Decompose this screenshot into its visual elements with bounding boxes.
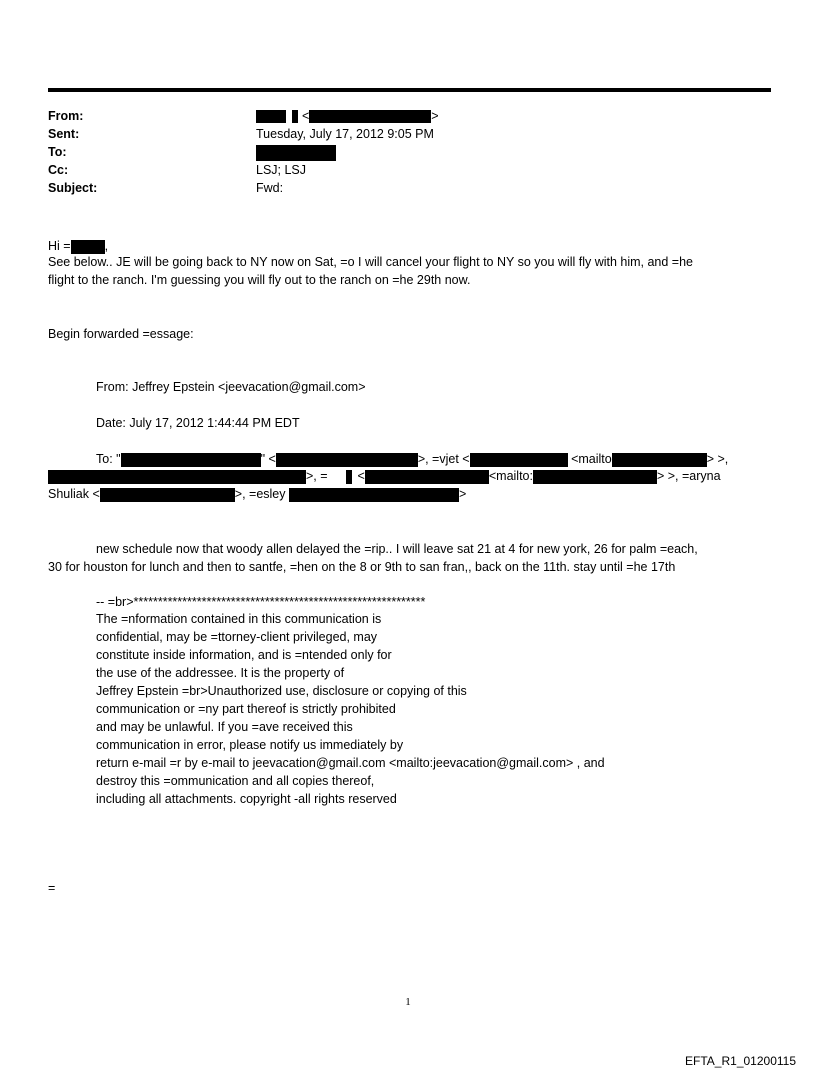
trailing-equals: = — [48, 881, 56, 895]
redaction-block — [256, 110, 286, 123]
redaction-block — [100, 488, 235, 502]
disclaimer-line: confidential, may be =ttorney-client privileged, may — [96, 630, 378, 644]
forwarded-to-line — [48, 485, 466, 503]
text-fragment: > >, — [706, 452, 729, 466]
schedule-line: new schedule now that woody allen delayed the =rip.. I will leave sat 21 at 4 for new york, 26 for palm =each, — [96, 542, 698, 556]
begin-forwarded: Begin forwarded =essage: — [48, 327, 194, 341]
text-fragment: >, =vjet < — [417, 452, 470, 466]
disclaimer-line: including all attachments. copyright -all rights reserved — [96, 792, 397, 806]
subject-value: Fwd: — [256, 181, 284, 195]
body-paragraph-line: flight to the ranch. I'm guessing you will fly out to the ranch on =he 29th now. — [48, 273, 471, 287]
sent-value: Tuesday, July 17, 2012 9:05 PM — [256, 127, 434, 141]
text-fragment: >, = — [306, 469, 328, 483]
redaction-block — [612, 453, 707, 467]
cc-value: LSJ; LSJ — [256, 163, 307, 177]
redaction-block — [121, 453, 261, 467]
forwarded-date: Date: July 17, 2012 1:44:44 PM EDT — [96, 416, 300, 430]
text-fragment: To: " — [96, 452, 121, 466]
page-number: 1 — [405, 996, 411, 1008]
redaction-block — [470, 453, 568, 467]
text-fragment: <mailto — [571, 452, 612, 466]
to-value — [256, 143, 336, 161]
body-paragraph-line: See below.. JE will be going back to NY now on Sat, =o I will cancel your flight to NY so you will fly with him, and =he — [48, 255, 694, 269]
bates-number: EFTA_R1_01200115 — [685, 1054, 796, 1068]
redaction-block — [292, 110, 298, 123]
redaction-block — [48, 470, 306, 484]
disclaimer-line: communication in error, please notify us immediately by — [96, 738, 404, 752]
greeting-prefix: Hi = — [48, 239, 71, 253]
redaction-block — [289, 488, 459, 502]
text-fragment: Shuliak < — [48, 487, 100, 501]
from-lt: < — [301, 109, 310, 123]
subject-label: Subject: — [48, 181, 98, 195]
to-label: To: — [48, 145, 67, 159]
disclaimer-line: Jeffrey Epstein =br>Unauthorized use, disclosure or copying of this — [96, 684, 467, 698]
redaction-block — [365, 470, 489, 484]
sent-label: Sent: — [48, 127, 80, 141]
disclaimer-line: destroy this =ommunication and all copies thereof, — [96, 774, 375, 788]
schedule-line: 30 for houston for lunch and then to santfe, =hen on the 8 or 9th to san fran,, back on the 11th. stay until =he 17th — [48, 560, 676, 574]
text-fragment: >, =esley — [234, 487, 286, 501]
redaction-block — [256, 145, 336, 161]
from-label: From: — [48, 109, 84, 123]
disclaimer-line: and may be unlawful. If you =ave received this — [96, 720, 353, 734]
from-value — [256, 107, 439, 125]
disclaimer-line: constitute inside information, and is =ntended only for — [96, 648, 392, 662]
disclaimer-line: The =nformation contained in this communication is — [96, 612, 382, 626]
redaction-block — [309, 110, 431, 123]
forwarded-to-line — [48, 467, 721, 485]
disclaimer-line: the use of the addressee. It is the property of — [96, 666, 345, 680]
text-fragment: > >, =aryna — [656, 469, 721, 483]
redaction-block — [276, 453, 418, 467]
greeting-suffix: , — [104, 239, 109, 253]
redaction-block — [71, 240, 105, 254]
redaction-block — [346, 470, 352, 484]
disclaimer-line: return e-mail =r by e-mail to jeevacation@gmail.com <mailto:jeevacation@gmail.com> , and — [96, 756, 605, 770]
text-fragment: < — [357, 469, 365, 483]
disclaimer-line: -- =br>************************************************************ — [96, 595, 426, 609]
disclaimer-line: communication or =ny part thereof is strictly prohibited — [96, 702, 396, 716]
redaction-block — [533, 470, 657, 484]
header-rule — [48, 88, 771, 92]
text-fragment: > — [459, 487, 467, 501]
forwarded-from: From: Jeffrey Epstein <jeevacation@gmail.com> — [96, 380, 366, 394]
forwarded-to-line — [96, 450, 728, 468]
from-gt: > — [431, 109, 439, 123]
text-fragment: " < — [260, 452, 276, 466]
text-fragment: <mailto: — [488, 469, 533, 483]
cc-label: Cc: — [48, 163, 69, 177]
